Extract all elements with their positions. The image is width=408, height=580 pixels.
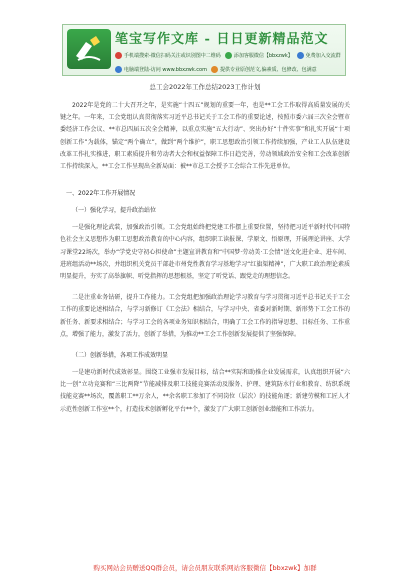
badge-icon (211, 66, 218, 73)
subsection-heading-2: （二）创新举措，各项工作成效明显 (72, 352, 169, 360)
document-title: 总工会2022年工作总结2023工作计划 (149, 83, 261, 91)
banner-title: 笔宝写作文库 - 日日更新精品范文 (115, 32, 329, 47)
banner-item-wechat[interactable]: 添加客服微信【bbxzwk】 (225, 52, 293, 59)
intro-paragraph: 2022年是党的二十大召开之年，是实施“十四五”规划的重要一年，也是**工会工作取得高质量发展的关键之年。一年来，工会党组认真贯彻落实习近平总书记关于工会工作的重要论述，按照市委六届三次全会暨市委经济工作会议、**市总四届五次全会精神，以重点实施“五大行动”、突出办好“十件实事”和扎实开展“十项创新工作”为载体，锚定“两个确立”，做到“两个维护”，职工思想政治引领工作持续加强，产业工人队伍建设改革工作扎实推进，职工素质提升和劳动者大会和权益保障工作日趋完善，劳动领域政治安全和工会改革创新工作持续深入，**工会工作呈现出全新局面：被**市总工会授予工会综合工作先进单位。 (60, 102, 350, 171)
book-pen-icon (72, 34, 106, 64)
banner-item-group[interactable]: 免费加入交流群 (297, 52, 341, 59)
phone-icon (115, 52, 122, 59)
section-heading: 一、2022年工作开展情况 (66, 190, 136, 198)
banner-item-search: 手机端搜索-微信扫码关注或识别图中二维码 (115, 52, 221, 59)
footer-ad[interactable]: 购买网站会员赠送QQ群会员，请会员朋友联系网站客服微信【bbxzwk】加群 (93, 564, 317, 572)
computer-icon (115, 66, 122, 73)
header-banner (62, 24, 346, 76)
paragraph-2: 二是注重业务钻研，提升工作能力。工会党组把加强政治理论学习教育与学习贯彻习近平总书记关于工会工作的重要论述相结合，与学习新修订《工会法》相结合，与学习中央、省委对新时期、新形势下工会工作的新任务、新要求相结合；与学习工会的各项业务知识相结合，明确了工会工作的指导思想、目标任务、工作重点，增强了能力，激发了活力，创新了举措，为推动**工会工作创新发展提供了坚强保障。 (60, 294, 350, 338)
group-icon (297, 52, 304, 59)
paragraph-1: 一是强化理论武装，加强政治引领。工会党组始终把党建工作摆上重要位置，坚持把习近平新时代中国特色社会主义思想作为职工思想政治教育的中心内容，组织职工读报课、学原文、悟原理，开展理论讲座、大学习课堂22场次，举办“学党史守初心担使命”主题宣讲教育和“中国梦·劳动美·工会情”送文化进企业、进车间、进班组活动**场次，并组织机关党员干部赴市州党性教育学习基地学习“红旗渠精神”，广大职工政治理论素质明显提升，夯实了高举旗帜、听党指挥的思想根基，坚定了听党话、跟党走的理想信念。 (60, 224, 350, 281)
banner-item-service: 提供专业原创范文,偏素质、包修改、包满意 (211, 66, 317, 73)
wechat-icon (225, 52, 232, 59)
banner-item-website[interactable]: 电脑端登陆-访问 www.bbxzwk.com (115, 66, 207, 73)
subsection-heading-1: （一）强化学习，提升政治站位 (72, 207, 157, 215)
logo (67, 29, 111, 69)
paragraph-3: 一是建功新时代成效彰显。围绕工业强市发展目标，结合**实际和助推企业发展需求，认真组织开展“六比一创”立功竞赛和“三比两降”节能减排及职工技能竞赛活动及服务、护理、建筑防水行业和教育、纺织系统技能竞赛**场次，覆盖职工**万余人，**余名职工参加了不同岗位（层次）的技能角逐；新建劳模和工匠人才示范性创新工作室**个，打造技术创新孵化平台**个，激发了广大职工创新创业潜能和工作活力。 (60, 369, 350, 413)
document-body (60, 82, 350, 416)
